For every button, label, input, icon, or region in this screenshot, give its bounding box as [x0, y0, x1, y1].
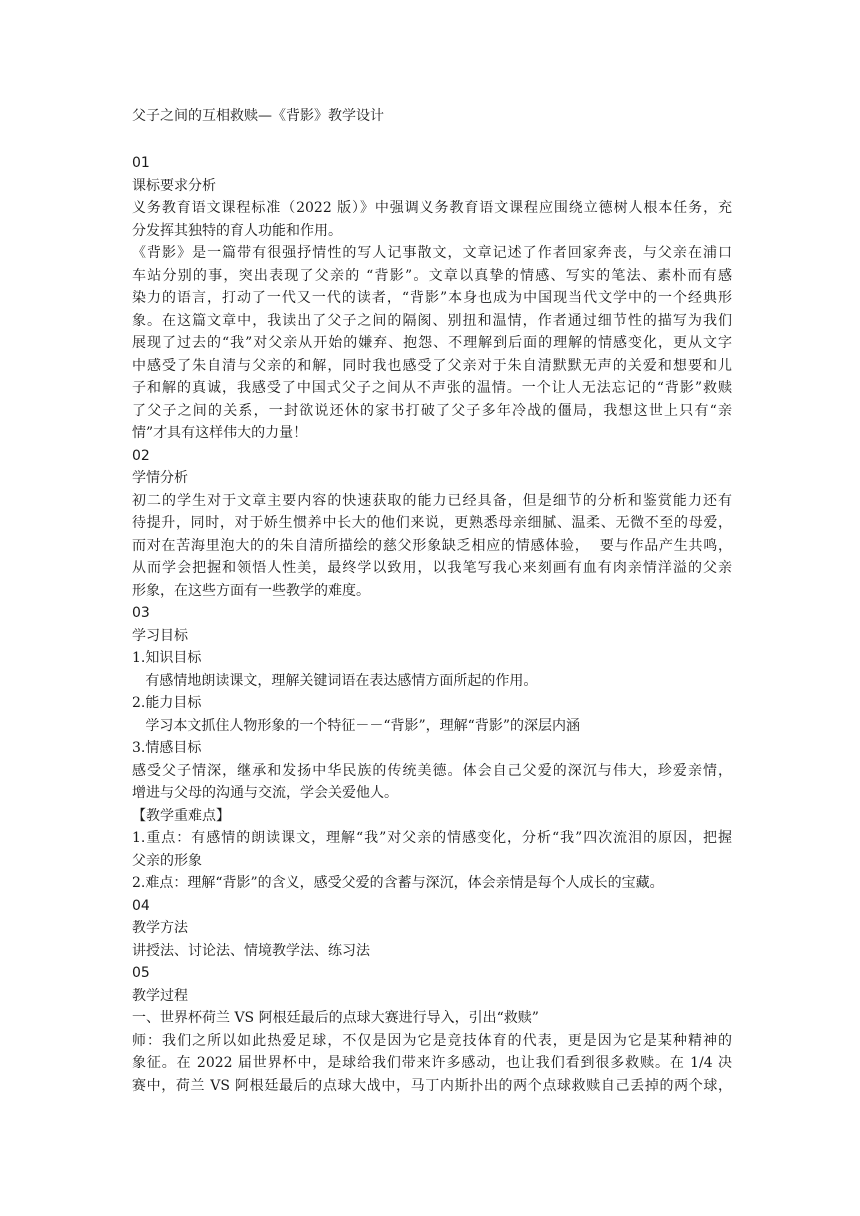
body-line: 赛中，荷兰 VS 阿根廷最后的点球大战中，马丁内斯扑出的两个点球救赎自己丢掉的两个球，	[132, 1077, 732, 1094]
body-line: 待提升，同时，对于娇生惯养中长大的他们来说，更熟悉母亲细腻、温柔、无微不至的母爱，	[132, 515, 732, 531]
body-line: 《背影》是一篇带有很强抒情性的写人记事散文，文章记述了作者回家奔丧，与父亲在浦口	[132, 245, 732, 261]
body-line: 情”才具有这样伟大的力量！	[132, 425, 308, 441]
body-line: 分发挥其独特的育人功能和作用。	[132, 222, 342, 239]
body-line: 父亲的形象	[132, 852, 202, 869]
body-line: 感受父子情深，继承和发扬中华民族的传统美德。体会自己父爱的深沉与伟大，珍爱亲情，	[132, 762, 732, 779]
body-line: 子和解的真诚，我感受了中国式父子之间从不声张的温情。一个让人无法忘记的“背影”救赎	[132, 380, 732, 396]
body-line: 学习目标	[132, 627, 188, 644]
body-line: 象。在这篇文章中，我读出了父子之间的隔阂、别扭和温情，作者通过细节性的描写为我们	[132, 312, 732, 329]
body-line: 形象，在这些方面有一些教学的难度。	[132, 582, 370, 599]
body-line: 讲授法、讨论法、情境教学法、练习法	[132, 942, 370, 959]
body-line: 师：我们之所以如此热爱足球，不仅是因为它是竞技体育的代表，更是因为它是某种精神的	[132, 1032, 732, 1049]
body-line: 教学方法	[132, 920, 188, 936]
body-line: 一、世界杯荷兰 VS 阿根廷最后的点球大赛进行导入，引出“救赎”	[132, 1010, 539, 1026]
body-line: 课标要求分析	[132, 177, 216, 194]
body-line: 中感受了朱自清与父亲的和解，同时我也感受了父亲对于朱自清默默无声的关爱和想要和儿	[132, 357, 732, 374]
body-line: 1.知识目标	[132, 650, 202, 666]
body-line: 2.难点：理解“背影”的含义，感受父爱的含蓄与深沉，体会亲情是每个人成长的宝藏。	[132, 875, 664, 891]
document-body	[132, 152, 732, 1097]
body-line: 有感情地朗读课文，理解关键词语在表达感情方面所起的作用。	[132, 672, 538, 689]
body-line: 01	[132, 155, 150, 171]
body-line: 2.能力目标	[132, 695, 202, 711]
body-line: 而对在苦海里泡大的的朱自清所描绘的慈父形象缺乏相应的情感体验， 要与作品产生共鸣，	[132, 537, 732, 554]
body-line: 初二的学生对于文章主要内容的快速获取的能力已经具备，但是细节的分析和鉴赏能力还有	[132, 492, 732, 509]
body-line: 教学过程	[132, 987, 188, 1004]
body-line: 象征。在 2022 届世界杯中，是球给我们带来许多感动，也让我们看到很多救赎。在 1/4 决	[132, 1055, 732, 1071]
body-line: 02	[132, 447, 150, 464]
body-line: 04	[132, 897, 150, 914]
body-line: 义务教育语文课程标准（2022 版）》中强调义务教育语文课程应围绕立德树人根本任务，充	[132, 200, 732, 216]
body-line: 展现了过去的“我”对父亲从开始的嫌弃、抱怨、不理解到后面的理解的情感变化，更从文字	[132, 335, 732, 351]
body-line: 从而学会把握和领悟人性美，最终学以致用，以我笔写我心来刻画有血有肉亲情洋溢的父亲	[132, 560, 732, 576]
body-line: 了父子之间的关系，一封欲说还休的家书打破了父子多年冷战的僵局，我想这世上只有“亲	[132, 402, 732, 419]
body-line: 3.情感目标	[132, 740, 202, 756]
body-line: 增进与父母的沟通与交流，学会关爱他人。	[132, 785, 398, 801]
body-line: 学情分析	[132, 470, 188, 486]
body-line: 03	[132, 605, 150, 621]
body-line: 05	[132, 965, 150, 981]
body-line: 【教学重难点】	[132, 807, 230, 824]
body-line: 染力的语言，打动了一代又一代的读者，“背影”本身也成为中国现当代文学中的一个经典形	[132, 290, 732, 306]
body-line: 车站分别的事，突出表现了父亲的 “背影”。文章以真挚的情感、写实的笔法、素朴而有感	[132, 267, 732, 284]
body-line: 学习本文抓住人物形象的一个特征－－“背影”，理解“背影”的深层内涵	[132, 717, 580, 734]
document-title: 父子之间的互相救赎—《背影》教学设计	[132, 108, 384, 124]
body-line: 1.重点：有感情的朗读课文，理解“我”对父亲的情感变化，分析“我”四次流泪的原因，把握	[132, 830, 732, 846]
